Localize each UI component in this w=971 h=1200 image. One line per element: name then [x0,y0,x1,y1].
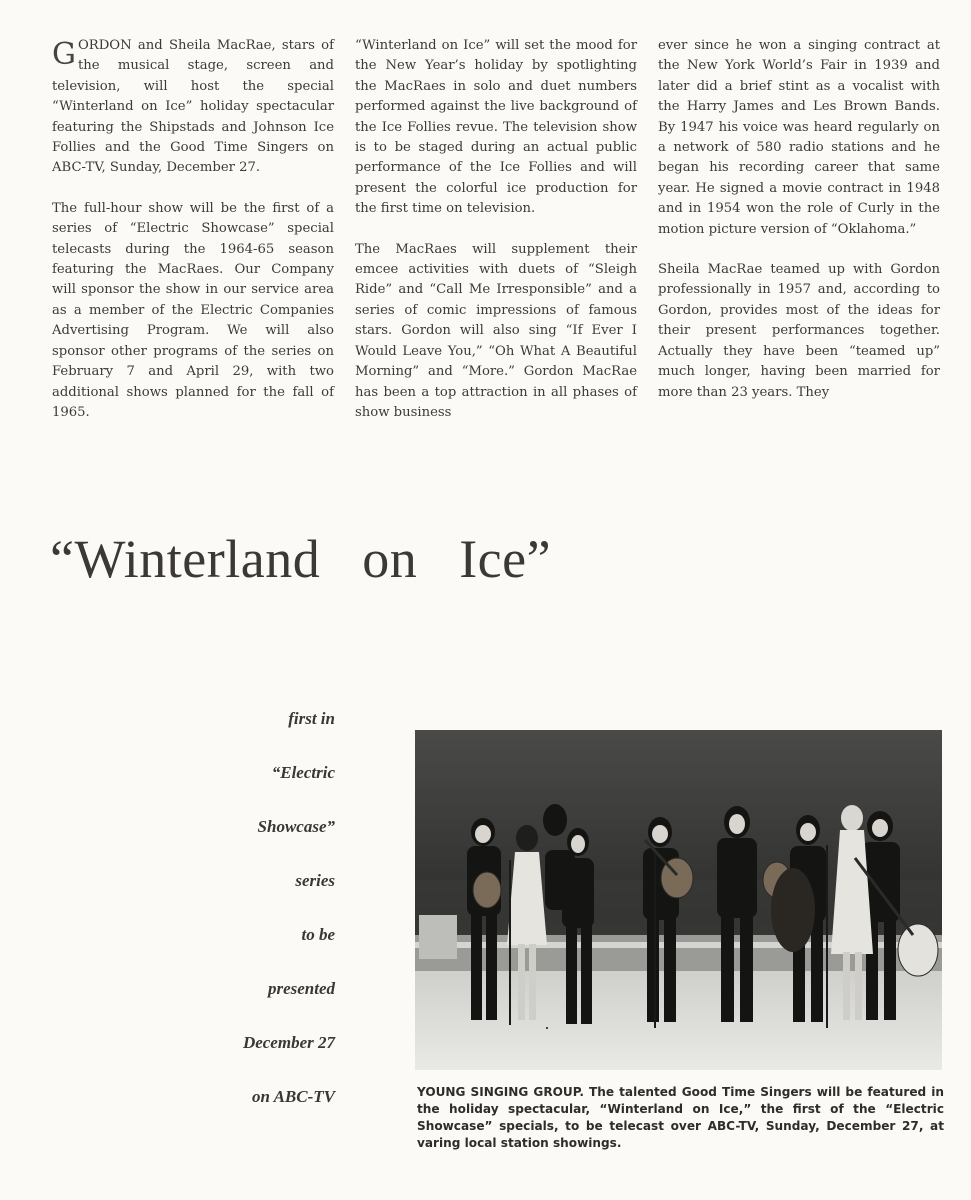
drop-cap: G [52,37,76,72]
column-1-paragraph-1-text: ORDON and Sheila MacRae, stars of the musical stage, screen and television, will host the special “Winterland on Ice” holiday spectacular featuring the Shipstads and Johnson Ice Follies and the Good Time Singers on ABC-TV, Sunday, December 27. [52,38,334,176]
tagline-line: on ABC-TV [252,1087,335,1106]
tagline-line: Showcase” [257,817,335,836]
tagline-line: December 27 [242,1033,335,1052]
column-2-paragraph-2: The MacRaes will supplement their emcee activities with duets of “Sleigh Ride” and “Call Me Irresponsible” and a series of comic impressions of famous stars. Gordon will also sing “If Ever I Would Leave You,” “Oh What A Beautiful Morning” and “More.” Gordon MacRae has been a top attraction in all phases of show business [355,241,637,420]
column-3-paragraph-1: ever since he won a singing contract at the New York World’s Fair in 1939 and later did a brief stint as a vocalist with the Harry James and Les Brown Bands. By 1947 his voice was heard regularly on a network of 580 radio stations and he began his recording career that same year. He signed a movie contract in 1948 and in 1954 won the role of Curly in the motion picture version of “Oklahoma.” [658,38,940,237]
tagline [150,706,335,1138]
tagline-line: “Electric [271,763,335,782]
article-column-2 [355,36,637,423]
column-1-paragraph-2: The full-hour show will be the first of a series of “Electric Showcase” special telecasts during the 1964-65 season featuring the MacRaes. Our Company will sponsor the show in our service area as a member of the Electric Companies Advertising Program. We will also sponsor other programs of the series on February 7 and April 29, with two additional shows planned for the fall of 1965. [52,200,334,420]
headline: “Winterland on Ice” [50,529,552,589]
column-2-paragraph-1: “Winterland on Ice” will set the mood for the New Year’s holiday by spotlighting the MacRaes in solo and duet numbers performed against the live background of the Ice Follies revue. The television show is to be staged during an actual public performance of the Ice Follies and will present the colorful ice production for the first time on television. [355,38,637,217]
tagline-line: series [295,871,335,890]
tagline-line: first in [288,709,335,728]
article-column-3 [658,36,940,403]
group-photo-illustration [415,730,942,1070]
column-3-paragraph-2: Sheila MacRae teamed up with Gordon professionally in 1957 and, according to Gordon, provides most of the ideas for their present performances together. Actually they have been “teamed up” much longer, having been married for more than 23 years. They [658,262,940,400]
article-column-1 [52,36,334,423]
column-1-paragraph-1 [52,36,334,179]
photo-caption: YOUNG SINGING GROUP. The talented Good Time Singers will be featured in the holiday spectacular, “Winterland on Ice,” the first of the “Electric Showcase” specials, to be telecast over ABC-TV, Sunday, December 27, at varing local station showings. [417,1085,944,1150]
group-photo [415,730,942,1070]
tagline-line: presented [267,979,335,998]
tagline-line: to be [301,925,335,944]
